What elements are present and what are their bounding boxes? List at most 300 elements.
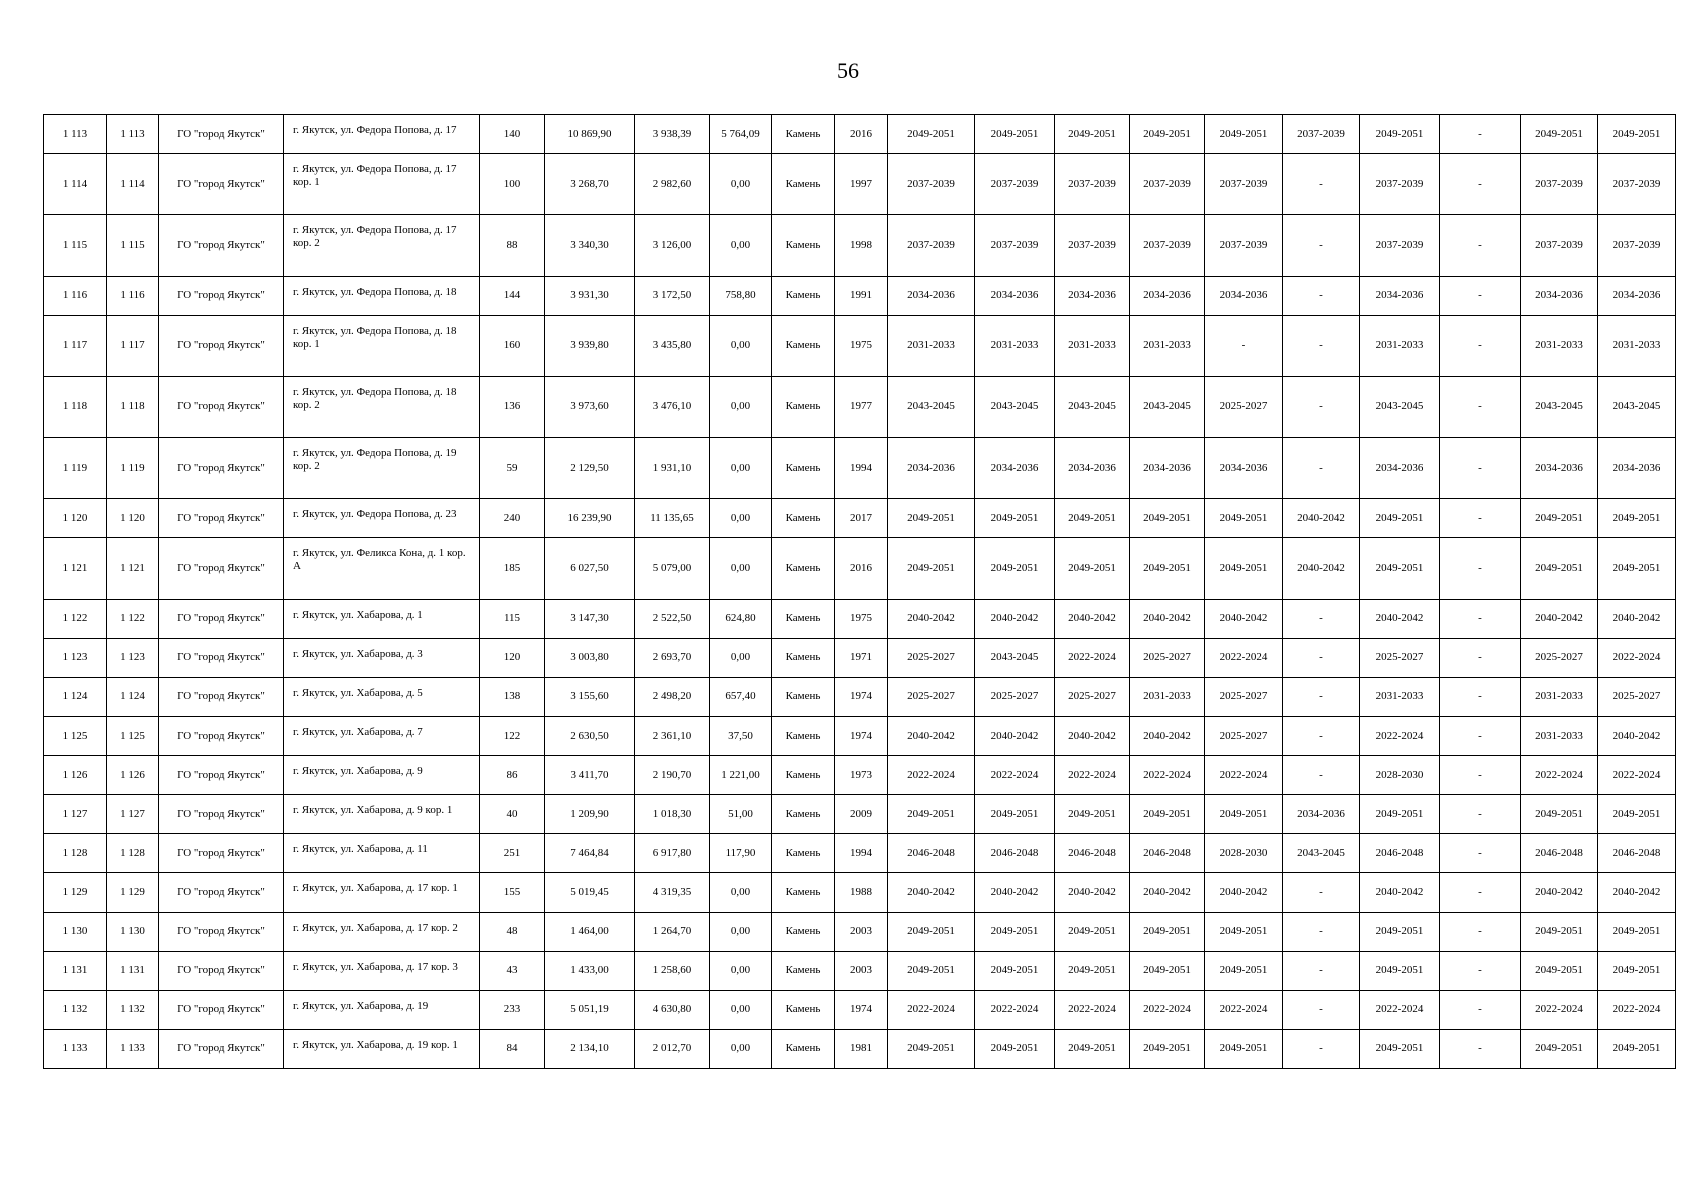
repair-period-6-cell: - <box>1283 599 1360 638</box>
nonresidential-area-cell: 0,00 <box>710 499 772 538</box>
repair-period-1-cell: 2046-2048 <box>888 834 975 873</box>
table-row <box>44 677 1676 716</box>
repair-period-4-cell: 2037-2039 <box>1130 215 1205 276</box>
repair-period-7-cell: 2049-2051 <box>1360 115 1440 154</box>
nonresidential-area-cell: 51,00 <box>710 795 772 834</box>
repair-period-3-cell: 2034-2036 <box>1055 438 1130 499</box>
address-cell: г. Якутск, ул. Хабарова, д. 9 кор. 1 <box>284 795 480 834</box>
address-cell: г. Якутск, ул. Федора Попова, д. 17 кор. 1 <box>284 154 480 215</box>
repair-period-9-cell: 2040-2042 <box>1521 873 1598 912</box>
living-area-cell: 6 917,80 <box>635 834 710 873</box>
living-area-cell: 3 435,80 <box>635 315 710 376</box>
address-cell: г. Якутск, ул. Федора Попова, д. 18 кор. 1 <box>284 315 480 376</box>
total-area-cell: 16 239,90 <box>545 499 635 538</box>
repair-period-9-cell: 2040-2042 <box>1521 599 1598 638</box>
repair-period-1-cell: 2034-2036 <box>888 438 975 499</box>
residents-cell: 240 <box>480 499 545 538</box>
total-area-cell: 3 155,60 <box>545 677 635 716</box>
table-row <box>44 1029 1676 1068</box>
total-area-cell: 1 464,00 <box>545 912 635 951</box>
repair-period-4-cell: 2040-2042 <box>1130 716 1205 755</box>
repair-period-10-cell: 2031-2033 <box>1598 315 1676 376</box>
repair-period-2-cell: 2040-2042 <box>975 599 1055 638</box>
repair-period-4-cell: 2049-2051 <box>1130 951 1205 990</box>
repair-period-4-cell: 2022-2024 <box>1130 990 1205 1029</box>
repair-period-7-cell: 2037-2039 <box>1360 215 1440 276</box>
repair-period-1-cell: 2022-2024 <box>888 990 975 1029</box>
build-year-cell: 1973 <box>835 756 888 795</box>
repair-period-5-cell: 2040-2042 <box>1205 873 1283 912</box>
row-number-cell: 1 119 <box>44 438 107 499</box>
repair-period-2-cell: 2046-2048 <box>975 834 1055 873</box>
repair-period-4-cell: 2022-2024 <box>1130 756 1205 795</box>
build-year-cell: 1974 <box>835 990 888 1029</box>
build-year-cell: 1974 <box>835 716 888 755</box>
wall-material-cell: Камень <box>772 215 835 276</box>
table-row <box>44 951 1676 990</box>
nonresidential-area-cell: 117,90 <box>710 834 772 873</box>
living-area-cell: 1 931,10 <box>635 438 710 499</box>
registry-number-cell: 1 129 <box>107 873 159 912</box>
repair-period-6-cell: 2040-2042 <box>1283 538 1360 599</box>
wall-material-cell: Камень <box>772 154 835 215</box>
repair-period-1-cell: 2037-2039 <box>888 154 975 215</box>
repair-period-4-cell: 2034-2036 <box>1130 438 1205 499</box>
build-year-cell: 2016 <box>835 538 888 599</box>
total-area-cell: 6 027,50 <box>545 538 635 599</box>
repair-period-6-cell: - <box>1283 315 1360 376</box>
repair-period-4-cell: 2031-2033 <box>1130 677 1205 716</box>
build-year-cell: 1994 <box>835 438 888 499</box>
repair-period-9-cell: 2043-2045 <box>1521 376 1598 437</box>
repair-period-2-cell: 2031-2033 <box>975 315 1055 376</box>
repair-period-6-cell: - <box>1283 154 1360 215</box>
repair-period-6-cell: - <box>1283 912 1360 951</box>
repair-period-1-cell: 2049-2051 <box>888 499 975 538</box>
repair-period-1-cell: 2049-2051 <box>888 795 975 834</box>
nonresidential-area-cell: 0,00 <box>710 376 772 437</box>
repair-period-1-cell: 2040-2042 <box>888 873 975 912</box>
repair-period-9-cell: 2022-2024 <box>1521 990 1598 1029</box>
wall-material-cell: Камень <box>772 677 835 716</box>
registry-number-cell: 1 131 <box>107 951 159 990</box>
registry-number-cell: 1 132 <box>107 990 159 1029</box>
repair-period-3-cell: 2022-2024 <box>1055 756 1130 795</box>
row-number-cell: 1 120 <box>44 499 107 538</box>
repair-period-8-cell: - <box>1440 951 1521 990</box>
residents-cell: 120 <box>480 638 545 677</box>
repair-period-6-cell: - <box>1283 756 1360 795</box>
living-area-cell: 2 361,10 <box>635 716 710 755</box>
repair-period-2-cell: 2040-2042 <box>975 716 1055 755</box>
living-area-cell: 11 135,65 <box>635 499 710 538</box>
repair-period-6-cell: 2037-2039 <box>1283 115 1360 154</box>
repair-period-5-cell: 2049-2051 <box>1205 1029 1283 1068</box>
residents-cell: 100 <box>480 154 545 215</box>
repair-period-1-cell: 2034-2036 <box>888 276 975 315</box>
repair-period-4-cell: 2043-2045 <box>1130 376 1205 437</box>
residents-cell: 40 <box>480 795 545 834</box>
repair-period-8-cell: - <box>1440 315 1521 376</box>
build-year-cell: 2016 <box>835 115 888 154</box>
repair-period-3-cell: 2049-2051 <box>1055 115 1130 154</box>
registry-number-cell: 1 121 <box>107 538 159 599</box>
table-row <box>44 638 1676 677</box>
repair-period-8-cell: - <box>1440 499 1521 538</box>
repair-period-5-cell: 2037-2039 <box>1205 215 1283 276</box>
living-area-cell: 2 693,70 <box>635 638 710 677</box>
repair-period-7-cell: 2034-2036 <box>1360 276 1440 315</box>
nonresidential-area-cell: 624,80 <box>710 599 772 638</box>
residents-cell: 138 <box>480 677 545 716</box>
repair-period-2-cell: 2049-2051 <box>975 115 1055 154</box>
residents-cell: 43 <box>480 951 545 990</box>
address-cell: г. Якутск, ул. Федора Попова, д. 18 <box>284 276 480 315</box>
address-cell: г. Якутск, ул. Хабарова, д. 7 <box>284 716 480 755</box>
living-area-cell: 2 498,20 <box>635 677 710 716</box>
repair-period-7-cell: 2022-2024 <box>1360 990 1440 1029</box>
repair-period-5-cell: 2049-2051 <box>1205 499 1283 538</box>
repair-period-3-cell: 2034-2036 <box>1055 276 1130 315</box>
repair-period-2-cell: 2037-2039 <box>975 215 1055 276</box>
table-row <box>44 215 1676 276</box>
repair-period-8-cell: - <box>1440 538 1521 599</box>
nonresidential-area-cell: 0,00 <box>710 315 772 376</box>
repair-period-9-cell: 2046-2048 <box>1521 834 1598 873</box>
table-row <box>44 315 1676 376</box>
housing-registry-table <box>43 114 1676 1069</box>
residents-cell: 233 <box>480 990 545 1029</box>
total-area-cell: 3 003,80 <box>545 638 635 677</box>
repair-period-4-cell: 2034-2036 <box>1130 276 1205 315</box>
living-area-cell: 3 938,39 <box>635 115 710 154</box>
build-year-cell: 2003 <box>835 912 888 951</box>
repair-period-4-cell: 2049-2051 <box>1130 912 1205 951</box>
build-year-cell: 1975 <box>835 315 888 376</box>
total-area-cell: 3 147,30 <box>545 599 635 638</box>
registry-number-cell: 1 116 <box>107 276 159 315</box>
repair-period-10-cell: 2022-2024 <box>1598 756 1676 795</box>
table-row <box>44 912 1676 951</box>
table-row <box>44 538 1676 599</box>
repair-period-2-cell: 2040-2042 <box>975 873 1055 912</box>
wall-material-cell: Камень <box>772 499 835 538</box>
repair-period-9-cell: 2037-2039 <box>1521 215 1598 276</box>
repair-period-1-cell: 2049-2051 <box>888 912 975 951</box>
repair-period-6-cell: - <box>1283 873 1360 912</box>
registry-number-cell: 1 133 <box>107 1029 159 1068</box>
wall-material-cell: Камень <box>772 599 835 638</box>
repair-period-9-cell: 2049-2051 <box>1521 538 1598 599</box>
wall-material-cell: Камень <box>772 1029 835 1068</box>
residents-cell: 155 <box>480 873 545 912</box>
repair-period-6-cell: 2034-2036 <box>1283 795 1360 834</box>
residents-cell: 86 <box>480 756 545 795</box>
total-area-cell: 2 129,50 <box>545 438 635 499</box>
municipality-cell: ГО "город Якутск" <box>159 315 284 376</box>
repair-period-5-cell: 2028-2030 <box>1205 834 1283 873</box>
repair-period-2-cell: 2049-2051 <box>975 951 1055 990</box>
repair-period-6-cell: - <box>1283 716 1360 755</box>
wall-material-cell: Камень <box>772 951 835 990</box>
nonresidential-area-cell: 37,50 <box>710 716 772 755</box>
repair-period-3-cell: 2037-2039 <box>1055 215 1130 276</box>
municipality-cell: ГО "город Якутск" <box>159 677 284 716</box>
repair-period-10-cell: 2049-2051 <box>1598 951 1676 990</box>
municipality-cell: ГО "город Якутск" <box>159 638 284 677</box>
repair-period-5-cell: 2040-2042 <box>1205 599 1283 638</box>
living-area-cell: 1 264,70 <box>635 912 710 951</box>
repair-period-3-cell: 2043-2045 <box>1055 376 1130 437</box>
repair-period-7-cell: 2049-2051 <box>1360 795 1440 834</box>
repair-period-9-cell: 2025-2027 <box>1521 638 1598 677</box>
wall-material-cell: Камень <box>772 873 835 912</box>
registry-number-cell: 1 130 <box>107 912 159 951</box>
repair-period-8-cell: - <box>1440 716 1521 755</box>
address-cell: г. Якутск, ул. Хабарова, д. 19 кор. 1 <box>284 1029 480 1068</box>
residents-cell: 59 <box>480 438 545 499</box>
row-number-cell: 1 130 <box>44 912 107 951</box>
repair-period-10-cell: 2049-2051 <box>1598 795 1676 834</box>
address-cell: г. Якутск, ул. Федора Попова, д. 17 кор. 2 <box>284 215 480 276</box>
municipality-cell: ГО "город Якутск" <box>159 1029 284 1068</box>
residents-cell: 160 <box>480 315 545 376</box>
living-area-cell: 2 012,70 <box>635 1029 710 1068</box>
residents-cell: 84 <box>480 1029 545 1068</box>
row-number-cell: 1 128 <box>44 834 107 873</box>
nonresidential-area-cell: 0,00 <box>710 154 772 215</box>
build-year-cell: 1974 <box>835 677 888 716</box>
municipality-cell: ГО "город Якутск" <box>159 376 284 437</box>
repair-period-7-cell: 2049-2051 <box>1360 538 1440 599</box>
wall-material-cell: Камень <box>772 912 835 951</box>
row-number-cell: 1 117 <box>44 315 107 376</box>
residents-cell: 185 <box>480 538 545 599</box>
municipality-cell: ГО "город Якутск" <box>159 795 284 834</box>
build-year-cell: 1981 <box>835 1029 888 1068</box>
repair-period-8-cell: - <box>1440 599 1521 638</box>
repair-period-1-cell: 2025-2027 <box>888 677 975 716</box>
repair-period-2-cell: 2022-2024 <box>975 990 1055 1029</box>
total-area-cell: 3 411,70 <box>545 756 635 795</box>
repair-period-4-cell: 2040-2042 <box>1130 873 1205 912</box>
repair-period-6-cell: - <box>1283 677 1360 716</box>
living-area-cell: 2 982,60 <box>635 154 710 215</box>
address-cell: г. Якутск, ул. Федора Попова, д. 18 кор. 2 <box>284 376 480 437</box>
repair-period-8-cell: - <box>1440 795 1521 834</box>
repair-period-3-cell: 2049-2051 <box>1055 795 1130 834</box>
repair-period-10-cell: 2040-2042 <box>1598 599 1676 638</box>
living-area-cell: 2 522,50 <box>635 599 710 638</box>
repair-period-1-cell: 2040-2042 <box>888 599 975 638</box>
row-number-cell: 1 121 <box>44 538 107 599</box>
wall-material-cell: Камень <box>772 438 835 499</box>
registry-number-cell: 1 123 <box>107 638 159 677</box>
nonresidential-area-cell: 657,40 <box>710 677 772 716</box>
repair-period-8-cell: - <box>1440 438 1521 499</box>
wall-material-cell: Камень <box>772 538 835 599</box>
repair-period-9-cell: 2049-2051 <box>1521 1029 1598 1068</box>
repair-period-2-cell: 2049-2051 <box>975 538 1055 599</box>
repair-period-3-cell: 2022-2024 <box>1055 990 1130 1029</box>
repair-period-9-cell: 2049-2051 <box>1521 115 1598 154</box>
nonresidential-area-cell: 0,00 <box>710 438 772 499</box>
row-number-cell: 1 124 <box>44 677 107 716</box>
table-row <box>44 376 1676 437</box>
repair-period-10-cell: 2022-2024 <box>1598 638 1676 677</box>
residents-cell: 144 <box>480 276 545 315</box>
address-cell: г. Якутск, ул. Хабарова, д. 3 <box>284 638 480 677</box>
nonresidential-area-cell: 0,00 <box>710 951 772 990</box>
repair-period-2-cell: 2034-2036 <box>975 276 1055 315</box>
repair-period-2-cell: 2049-2051 <box>975 912 1055 951</box>
table-row <box>44 438 1676 499</box>
repair-period-4-cell: 2049-2051 <box>1130 795 1205 834</box>
table-row <box>44 873 1676 912</box>
living-area-cell: 3 126,00 <box>635 215 710 276</box>
repair-period-3-cell: 2037-2039 <box>1055 154 1130 215</box>
repair-period-10-cell: 2037-2039 <box>1598 154 1676 215</box>
nonresidential-area-cell: 0,00 <box>710 215 772 276</box>
address-cell: г. Якутск, ул. Хабарова, д. 5 <box>284 677 480 716</box>
repair-period-1-cell: 2049-2051 <box>888 538 975 599</box>
build-year-cell: 2003 <box>835 951 888 990</box>
address-cell: г. Якутск, ул. Хабарова, д. 17 кор. 2 <box>284 912 480 951</box>
registry-number-cell: 1 124 <box>107 677 159 716</box>
repair-period-8-cell: - <box>1440 154 1521 215</box>
registry-number-cell: 1 113 <box>107 115 159 154</box>
municipality-cell: ГО "город Якутск" <box>159 215 284 276</box>
total-area-cell: 1 209,90 <box>545 795 635 834</box>
repair-period-3-cell: 2025-2027 <box>1055 677 1130 716</box>
wall-material-cell: Камень <box>772 315 835 376</box>
row-number-cell: 1 129 <box>44 873 107 912</box>
repair-period-7-cell: 2049-2051 <box>1360 951 1440 990</box>
repair-period-7-cell: 2040-2042 <box>1360 599 1440 638</box>
row-number-cell: 1 123 <box>44 638 107 677</box>
repair-period-6-cell: - <box>1283 215 1360 276</box>
repair-period-9-cell: 2022-2024 <box>1521 756 1598 795</box>
page-number: 56 <box>837 58 859 83</box>
municipality-cell: ГО "город Якутск" <box>159 912 284 951</box>
repair-period-3-cell: 2049-2051 <box>1055 538 1130 599</box>
repair-period-4-cell: 2025-2027 <box>1130 638 1205 677</box>
repair-period-1-cell: 2040-2042 <box>888 716 975 755</box>
repair-period-2-cell: 2049-2051 <box>975 795 1055 834</box>
table-row <box>44 499 1676 538</box>
build-year-cell: 1988 <box>835 873 888 912</box>
repair-period-8-cell: - <box>1440 990 1521 1029</box>
living-area-cell: 4 630,80 <box>635 990 710 1029</box>
repair-period-5-cell: 2022-2024 <box>1205 638 1283 677</box>
address-cell: г. Якутск, ул. Хабарова, д. 1 <box>284 599 480 638</box>
row-number-cell: 1 133 <box>44 1029 107 1068</box>
row-number-cell: 1 114 <box>44 154 107 215</box>
repair-period-5-cell: 2025-2027 <box>1205 677 1283 716</box>
repair-period-1-cell: 2049-2051 <box>888 115 975 154</box>
registry-number-cell: 1 114 <box>107 154 159 215</box>
repair-period-1-cell: 2031-2033 <box>888 315 975 376</box>
registry-number-cell: 1 128 <box>107 834 159 873</box>
living-area-cell: 5 079,00 <box>635 538 710 599</box>
nonresidential-area-cell: 0,00 <box>710 873 772 912</box>
repair-period-9-cell: 2031-2033 <box>1521 677 1598 716</box>
repair-period-3-cell: 2046-2048 <box>1055 834 1130 873</box>
municipality-cell: ГО "город Якутск" <box>159 115 284 154</box>
repair-period-4-cell: 2037-2039 <box>1130 154 1205 215</box>
nonresidential-area-cell: 0,00 <box>710 990 772 1029</box>
repair-period-7-cell: 2037-2039 <box>1360 154 1440 215</box>
repair-period-8-cell: - <box>1440 115 1521 154</box>
residents-cell: 122 <box>480 716 545 755</box>
repair-period-9-cell: 2034-2036 <box>1521 276 1598 315</box>
wall-material-cell: Камень <box>772 834 835 873</box>
repair-period-10-cell: 2049-2051 <box>1598 912 1676 951</box>
table-row <box>44 154 1676 215</box>
row-number-cell: 1 115 <box>44 215 107 276</box>
total-area-cell: 3 973,60 <box>545 376 635 437</box>
living-area-cell: 2 190,70 <box>635 756 710 795</box>
row-number-cell: 1 126 <box>44 756 107 795</box>
total-area-cell: 5 051,19 <box>545 990 635 1029</box>
repair-period-9-cell: 2049-2051 <box>1521 499 1598 538</box>
repair-period-2-cell: 2037-2039 <box>975 154 1055 215</box>
repair-period-6-cell: 2040-2042 <box>1283 499 1360 538</box>
residents-cell: 88 <box>480 215 545 276</box>
total-area-cell: 2 134,10 <box>545 1029 635 1068</box>
repair-period-4-cell: 2049-2051 <box>1130 538 1205 599</box>
repair-period-7-cell: 2046-2048 <box>1360 834 1440 873</box>
address-cell: г. Якутск, ул. Федора Попова, д. 19 кор. 2 <box>284 438 480 499</box>
repair-period-5-cell: 2049-2051 <box>1205 912 1283 951</box>
wall-material-cell: Камень <box>772 276 835 315</box>
municipality-cell: ГО "город Якутск" <box>159 716 284 755</box>
wall-material-cell: Камень <box>772 115 835 154</box>
repair-period-6-cell: - <box>1283 276 1360 315</box>
repair-period-8-cell: - <box>1440 756 1521 795</box>
wall-material-cell: Камень <box>772 756 835 795</box>
row-number-cell: 1 131 <box>44 951 107 990</box>
repair-period-2-cell: 2049-2051 <box>975 1029 1055 1068</box>
repair-period-4-cell: 2040-2042 <box>1130 599 1205 638</box>
repair-period-7-cell: 2031-2033 <box>1360 315 1440 376</box>
repair-period-9-cell: 2031-2033 <box>1521 315 1598 376</box>
municipality-cell: ГО "город Якутск" <box>159 873 284 912</box>
residents-cell: 136 <box>480 376 545 437</box>
row-number-cell: 1 122 <box>44 599 107 638</box>
registry-number-cell: 1 119 <box>107 438 159 499</box>
repair-period-7-cell: 2043-2045 <box>1360 376 1440 437</box>
table-row <box>44 795 1676 834</box>
repair-period-5-cell: 2034-2036 <box>1205 438 1283 499</box>
repair-period-10-cell: 2037-2039 <box>1598 215 1676 276</box>
municipality-cell: ГО "город Якутск" <box>159 538 284 599</box>
repair-period-2-cell: 2022-2024 <box>975 756 1055 795</box>
repair-period-7-cell: 2049-2051 <box>1360 1029 1440 1068</box>
repair-period-10-cell: 2046-2048 <box>1598 834 1676 873</box>
repair-period-3-cell: 2049-2051 <box>1055 1029 1130 1068</box>
nonresidential-area-cell: 0,00 <box>710 638 772 677</box>
repair-period-5-cell: 2025-2027 <box>1205 376 1283 437</box>
repair-period-8-cell: - <box>1440 638 1521 677</box>
repair-period-1-cell: 2037-2039 <box>888 215 975 276</box>
repair-period-2-cell: 2034-2036 <box>975 438 1055 499</box>
registry-number-cell: 1 122 <box>107 599 159 638</box>
repair-period-5-cell: - <box>1205 315 1283 376</box>
wall-material-cell: Камень <box>772 716 835 755</box>
repair-period-3-cell: 2049-2051 <box>1055 499 1130 538</box>
table-row <box>44 115 1676 154</box>
